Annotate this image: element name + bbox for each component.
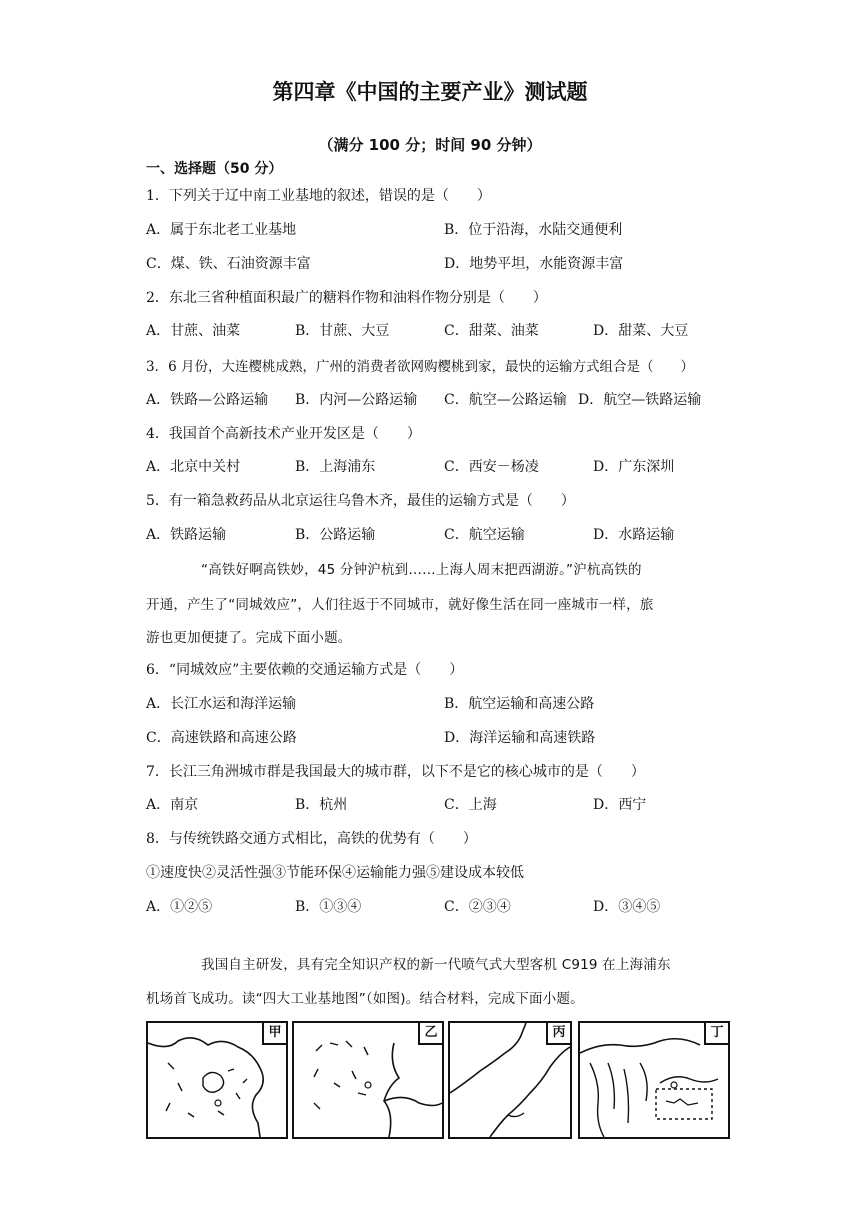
q4-option-d: D．广东深圳 [593,459,675,475]
q5-option-a: A．铁路运输 [146,527,227,543]
q8-items: ①速度快②灵活性强③节能环保④运输能力强⑤建设成本较低 [146,865,524,881]
page-subtitle: （满分 100 分；时间 90 分钟） [318,136,542,154]
map-jia [146,1021,288,1139]
map-yi-label: 乙 [418,1023,442,1045]
q3-option-b: B．内河—公路运输 [295,392,418,408]
material2-line2: 机场首飞成功。读“四大工业基地图”（如图)。结合材料，完成下面小题。 [146,991,584,1007]
map-ding [578,1021,730,1139]
q3-option-a: A．铁路—公路运输 [146,392,269,408]
map-bing [448,1021,572,1139]
q6-option-b: B．航空运输和高速公路 [444,696,595,712]
q7-stem: 7．长江三角洲城市群是我国最大的城市群，以下不是它的核心城市的是（ ） [146,764,645,780]
q1-stem: 1．下列关于辽中南工业基地的叙述，错误的是（ ） [146,188,491,204]
q7-option-b: B．杭州 [295,797,348,813]
q4-option-b: B．上海浦东 [295,459,376,475]
q8-option-c: C．②③④ [444,899,511,915]
q2-option-d: D．甜菜、大豆 [593,323,689,339]
q5-option-d: D．水路运输 [593,527,675,543]
q5-stem: 5．有一箱急救药品从北京运往乌鲁木齐，最佳的运输方式是（ ） [146,493,575,509]
q4-option-c: C．西安－杨凌 [444,459,539,475]
q7-option-d: D．西宁 [593,797,647,813]
q7-option-c: C．上海 [444,797,497,813]
q6-stem: 6．“同城效应”主要依赖的交通运输方式是（ ） [146,662,464,678]
q4-option-a: A．北京中关村 [146,459,241,475]
material2-line1: 我国自主研发，具有完全知识产权的新一代喷气式大型客机 C919 在上海浦东 [201,957,671,973]
q5-option-c: C．航空运输 [444,527,525,543]
q3-option-c: C．航空—公路运输 [444,392,567,408]
material1-line3: 游也更加便捷了。完成下面小题。 [146,630,352,646]
map-bing-label: 丙 [546,1023,570,1045]
q8-option-d: D．③④⑤ [593,899,661,915]
material1-line2: 开通，产生了“同城效应”，人们往返于不同城市，就好像生活在同一座城市一样，旅 [146,597,654,613]
q1-option-d: D．地势平坦，水能资源丰富 [444,256,624,272]
q3-stem: 3．6 月份，大连樱桃成熟，广州的消费者欲网购樱桃到家，最快的运输方式组合是（ ） [146,359,694,375]
q1-option-a: A．属于东北老工业基地 [146,222,297,238]
q2-stem: 2．东北三省种植面积最广的糖料作物和油料作物分别是（ ） [146,290,547,306]
section-heading: 一、选择题（50 分） [146,161,283,177]
q6-option-d: D．海洋运输和高速铁路 [444,730,596,746]
q8-stem: 8．与传统铁路交通方式相比，高铁的优势有（ ） [146,831,477,847]
q5-option-b: B．公路运输 [295,527,376,543]
q6-option-c: C．高速铁路和高速公路 [146,730,297,746]
map-ding-label: 丁 [704,1023,728,1045]
q1-option-c: C．煤、铁、石油资源丰富 [146,256,311,272]
material1-line1: “高铁好啊高铁妙，45 分钟沪杭到……上海人周末把西湖游。”沪杭高铁的 [201,562,642,578]
map-jia-label: 甲 [262,1023,286,1045]
q1-option-b: B．位于沿海，水陆交通便利 [444,222,623,238]
page-title: 第四章《中国的主要产业》测试题 [272,80,588,104]
q2-option-a: A．甘蔗、油菜 [146,323,241,339]
q3-option-d: D．航空—铁路运输 [578,392,702,408]
q6-option-a: A．长江水运和海洋运输 [146,696,297,712]
q2-option-c: C．甜菜、油菜 [444,323,539,339]
q8-option-a: A．①②⑤ [146,899,213,915]
q8-option-b: B．①③④ [295,899,362,915]
q7-option-a: A．南京 [146,797,199,813]
map-yi [292,1021,444,1139]
q2-option-b: B．甘蔗、大豆 [295,323,390,339]
q4-stem: 4．我国首个高新技术产业开发区是（ ） [146,426,421,442]
